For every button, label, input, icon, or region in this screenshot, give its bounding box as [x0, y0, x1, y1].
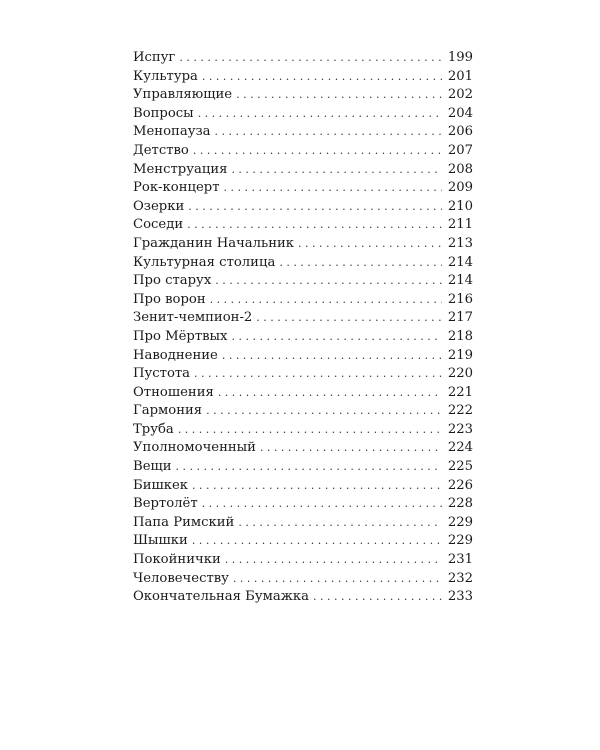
toc-entry: [133, 551, 473, 570]
toc-entry-page-number: 222: [447, 403, 473, 419]
toc-entry-title: Бишкек: [133, 477, 192, 496]
toc-entry: [133, 272, 473, 291]
toc-entry-page-number: 213: [447, 235, 473, 251]
dot-leader: [215, 123, 442, 142]
toc-entry: [133, 105, 473, 124]
toc-entry: [133, 86, 473, 105]
toc-entry: [133, 123, 473, 142]
dot-leader: [194, 365, 442, 384]
dot-leader: [231, 328, 441, 347]
table-of-contents: [133, 49, 473, 607]
toc-entry-title: Вопросы: [133, 105, 198, 124]
toc-entry-title: Гражданин Начальник: [133, 235, 298, 254]
dot-leader: [202, 68, 442, 87]
toc-entry-page-number: 217: [447, 310, 473, 326]
toc-entry: [133, 458, 473, 477]
dot-leader: [187, 216, 442, 235]
dot-leader: [215, 272, 442, 291]
dot-leader: [279, 254, 442, 273]
toc-entry-title: Соседи: [133, 216, 187, 235]
dot-leader: [179, 49, 441, 68]
toc-entry: [133, 347, 473, 366]
dot-leader: [176, 458, 442, 477]
toc-entry-title: Менопауза: [133, 123, 215, 142]
toc-entry-title: Про старух: [133, 272, 215, 291]
toc-entry-page-number: 208: [447, 161, 473, 177]
dot-leader: [222, 347, 442, 366]
toc-entry-title: Гармония: [133, 402, 206, 421]
toc-entry-page-number: 225: [447, 459, 473, 475]
toc-entry-title: Наводнение: [133, 347, 222, 366]
toc-entry-title: Пустота: [133, 365, 194, 384]
dot-leader: [233, 570, 442, 589]
toc-entry-title: Культурная столица: [133, 254, 279, 273]
toc-entry: [133, 254, 473, 273]
toc-entry-page-number: 224: [447, 440, 473, 456]
toc-entry-page-number: 204: [447, 105, 473, 121]
dot-leader: [188, 198, 442, 217]
toc-entry: [133, 68, 473, 87]
toc-entry-title: Труба: [133, 421, 178, 440]
toc-entry: [133, 365, 473, 384]
dot-leader: [192, 477, 442, 496]
toc-entry: [133, 161, 473, 180]
dot-leader: [193, 142, 442, 161]
toc-entry-title: Рок-концерт: [133, 179, 224, 198]
toc-entry: [133, 198, 473, 217]
dot-leader: [218, 384, 442, 403]
toc-entry-title: Детство: [133, 142, 193, 161]
toc-entry: [133, 179, 473, 198]
toc-entry-title: Озерки: [133, 198, 188, 217]
toc-entry-page-number: 201: [447, 68, 473, 84]
toc-entry-title: Управляющие: [133, 86, 236, 105]
toc-entry: [133, 309, 473, 328]
dot-leader: [224, 179, 442, 198]
toc-entry: [133, 439, 473, 458]
toc-entry-page-number: 231: [447, 552, 473, 568]
dot-leader: [192, 532, 442, 551]
dot-leader: [236, 86, 442, 105]
toc-entry-title: Про Мёртвых: [133, 328, 231, 347]
toc-entry: [133, 514, 473, 533]
toc-entry: [133, 588, 473, 607]
toc-entry-page-number: 221: [447, 384, 473, 400]
toc-entry-title: Человечеству: [133, 570, 233, 589]
toc-entry-title: Зенит-чемпион-2: [133, 309, 256, 328]
toc-entry: [133, 570, 473, 589]
toc-entry-page-number: 233: [447, 589, 473, 605]
toc-entry-title: Испуг: [133, 49, 179, 68]
toc-entry-title: Уполномоченный: [133, 439, 260, 458]
toc-entry-page-number: 209: [447, 180, 473, 196]
dot-leader: [210, 291, 442, 310]
toc-entry-page-number: 229: [447, 514, 473, 530]
toc-entry-page-number: 219: [447, 347, 473, 363]
toc-entry-page-number: 223: [447, 421, 473, 437]
toc-entry-page-number: 229: [447, 533, 473, 549]
dot-leader: [260, 439, 442, 458]
toc-entry-title: Вещи: [133, 458, 176, 477]
toc-entry-page-number: 226: [447, 477, 473, 493]
toc-entry-page-number: 214: [447, 273, 473, 289]
toc-entry-page-number: 211: [447, 217, 473, 233]
toc-entry: [133, 328, 473, 347]
toc-entry-page-number: 207: [447, 142, 473, 158]
dot-leader: [298, 235, 442, 254]
toc-entry: [133, 495, 473, 514]
dot-leader: [231, 161, 441, 180]
toc-entry-page-number: 202: [447, 87, 473, 103]
toc-entry-page-number: 199: [447, 50, 473, 65]
toc-entry-page-number: 214: [447, 254, 473, 270]
toc-entry: [133, 384, 473, 403]
toc-entry-title: Шышки: [133, 532, 192, 551]
toc-entry-page-number: 216: [447, 291, 473, 307]
dot-leader: [225, 551, 442, 570]
toc-entry-title: Покойнички: [133, 551, 225, 570]
toc-entry: [133, 402, 473, 421]
dot-leader: [313, 588, 442, 607]
toc-entry-title: Менструация: [133, 161, 231, 180]
toc-entry-page-number: 206: [447, 124, 473, 140]
toc-entry-title: Про ворон: [133, 291, 210, 310]
toc-entry-title: Вертолёт: [133, 495, 202, 514]
toc-entry: [133, 49, 473, 68]
toc-entry: [133, 216, 473, 235]
dot-leader: [238, 514, 441, 533]
toc-entry: [133, 477, 473, 496]
toc-entry: [133, 532, 473, 551]
toc-entry: [133, 291, 473, 310]
dot-leader: [256, 309, 442, 328]
dot-leader: [206, 402, 442, 421]
dot-leader: [178, 421, 442, 440]
toc-entry: [133, 421, 473, 440]
toc-entry-page-number: 228: [447, 496, 473, 512]
toc-entry-page-number: 232: [447, 570, 473, 586]
toc-entry-title: Окончательная Бумажка: [133, 588, 313, 607]
toc-entry-title: Отношения: [133, 384, 218, 403]
toc-entry: [133, 142, 473, 161]
toc-entry-title: Культура: [133, 68, 202, 87]
toc-entry-title: Папа Римский: [133, 514, 238, 533]
toc-entry: [133, 235, 473, 254]
toc-entry-page-number: 210: [447, 198, 473, 214]
toc-entry-page-number: 220: [447, 366, 473, 382]
dot-leader: [202, 495, 442, 514]
dot-leader: [198, 105, 442, 124]
toc-entry-page-number: 218: [447, 328, 473, 344]
